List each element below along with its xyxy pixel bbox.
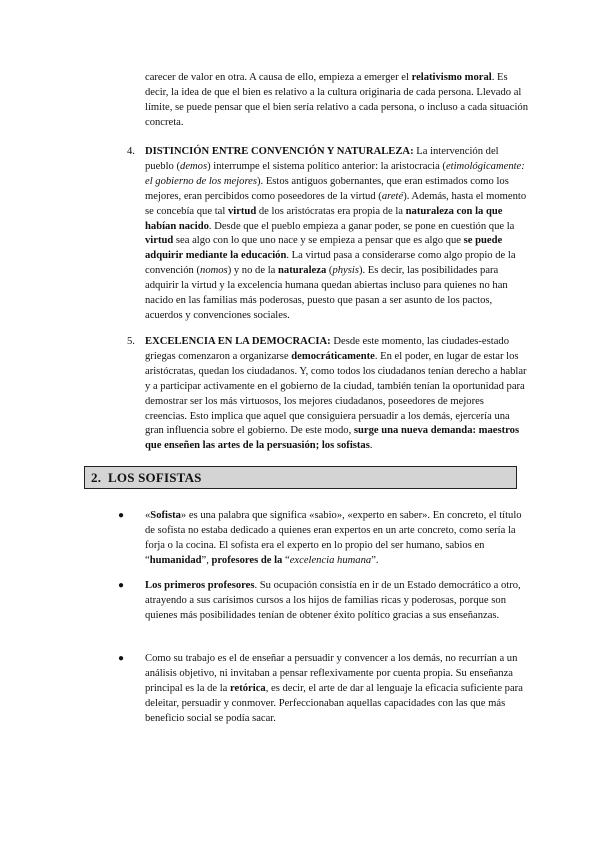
list-number-4: 4. xyxy=(127,146,135,157)
item-4-title: DISTINCIÓN ENTRE CONVENCIÓN Y NATURALEZA: xyxy=(145,146,414,157)
bullet-icon: ● xyxy=(118,580,125,591)
item-5-paragraph: EXCELENCIA EN LA DEMOCRACIA: Desde este momento, las ciudades-estado griegas comenzaron a organizarse democráticamente. En el poder, en lugar de estar los aristócratas, quedan los ciudadanos. Y, como todos los ciudadanos tenían derecho a hablar y a participar activamente en el gobierno de la ciudad, también tenían la oportunidad para demostrar ser los más virtuosos, los mejores ciudadanos, poseedores de mejores creencias. Esto implica que aquel que consiguiera persuadir a los demás, ejercería una gran influencia sobre el gobierno. De este modo, surge una nueva demanda: maestros que enseñen las artes de la persuasión; los sofistas. xyxy=(145,336,527,452)
bullet-2-paragraph: Los primeros profesores. Su ocupación consistía en ir de un Estado democrático a otro, atrayendo a sus carísimos cursos a los hijos de familias ricas y poderosas, porque son quienes más posibilidades tenían de obtener éxito político gracias a sus enseñanzas. xyxy=(145,580,521,621)
item-5-title: EXCELENCIA EN LA DEMOCRACIA: xyxy=(145,336,331,347)
list-number-5: 5. xyxy=(127,336,135,347)
section-heading-box xyxy=(84,466,517,489)
bullet-icon: ● xyxy=(118,653,125,664)
bullet-3-paragraph: Como su trabajo es el de enseñar a persuadir y convencer a los demás, no recurrían a un análisis objetivo, ni invitaban a pensar reflexivamente por cuenta propia. Su enseñanza principal es la de la retórica, es decir, el arte de dar al lenguaje la eficacia suficiente para deleitar, persuadir y conmover. Perfeccionaban aquellas capacidades con las que más beneficio social se podía sacar. xyxy=(145,653,523,724)
bullet-icon: ● xyxy=(118,510,125,521)
section-heading: 2. LOS SOFISTAS xyxy=(91,470,202,485)
item-4-paragraph: DISTINCIÓN ENTRE CONVENCIÓN Y NATURALEZA: La intervención del pueblo (demos) interrumpe el sistema político anterior: la aristocracia (etimológicamente: el gobierno de los mejores). Estos antiguos gobernantes, que eran estimados como los mejores, eran percibidos como poseedores de la virtud (areté). Además, hasta el momento se concebía que tal virtud de los aristócratas era propia de la naturaleza con la que habían nacido. Desde que el pueblo empieza a ganar poder, se pone en cuestión que la virtud sea algo con lo que uno nace y se empieza a pensar que es algo que se puede adquirir mediante la educación. La virtud pasa a considerarse como algo propio de la convención (nomos) y no de la naturaleza (physis). Es decir, las posibilidades para adquirir la virtud y la excelencia humana quedan abiertas incluso para quienes no han nacido en las familias más poderosas, puesto que pasan a ser asunto de los pactos, acuerdos y convenciones sociales. xyxy=(145,146,527,321)
bold-term: relativismo moral xyxy=(411,72,492,83)
intro-paragraph: carecer de valor en otra. A causa de ello, empieza a emerger el relativismo moral. Es decir, la idea de que el bien es relativo a la cultura originaria de cada persona. Llevado al límite, se puede pensar que el bien sería relativo a cada persona, o incluso a cada situación concreta. xyxy=(145,72,528,128)
bullet-1-paragraph: «Sofista» es una palabra que significa «sabio», «experto en saber». En concreto, el título de sofista no estaba dedicado a quienes eran expertos en un arte concreto, como sería la forja o la cocina. El sofista era el experto en lo propio del ser humano, sabios en “humanidad”, profesores de la “excelencia humana”. xyxy=(145,510,522,566)
